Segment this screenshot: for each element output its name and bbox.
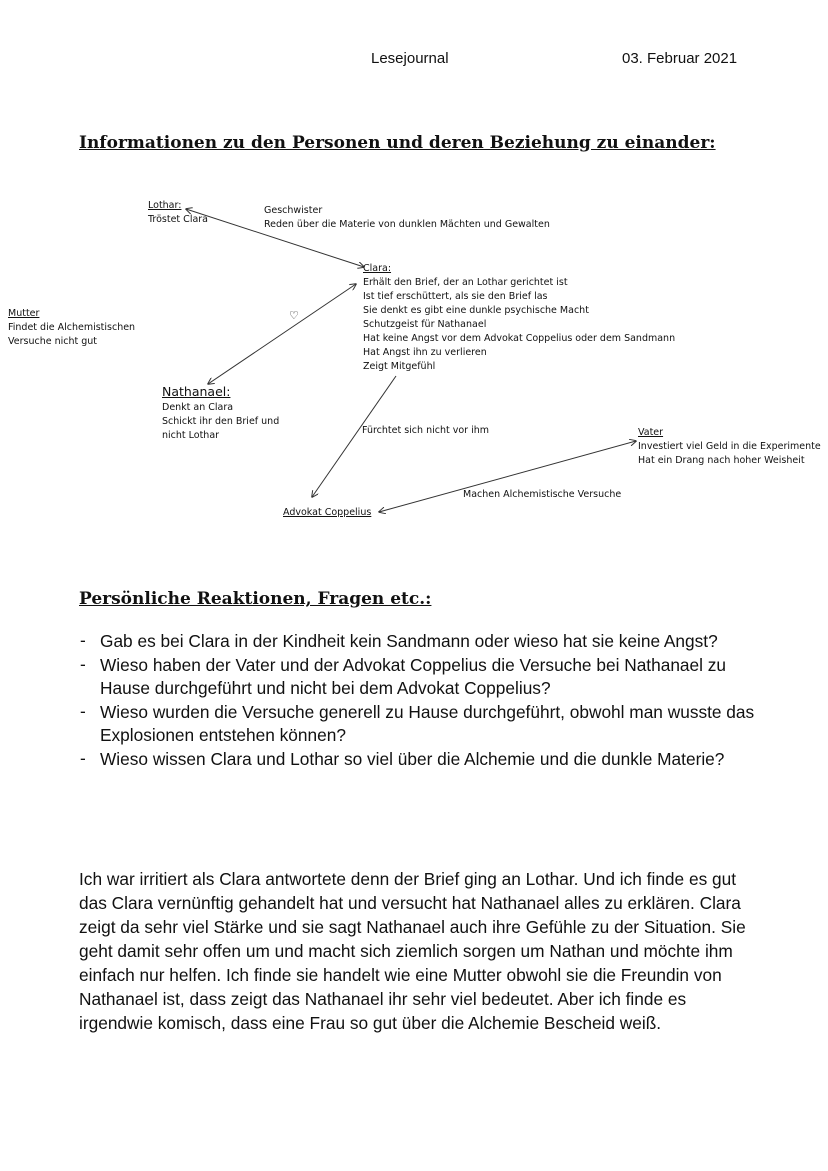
geschwister-desc: Reden über die Materie von dunklen Mächten und Gewalten <box>264 219 550 230</box>
clara-line: Zeigt Mitgefühl <box>363 361 436 372</box>
mutter-line: Versuche nicht gut <box>8 336 98 347</box>
journal-date: 03. Februar 2021 <box>622 50 738 67</box>
vater-line: Investiert viel Geld in die Experimente <box>638 441 821 452</box>
label-versuche: Machen Alchemistische Versuche <box>463 489 622 500</box>
reaction-paragraph: Ich war irritiert als Clara antwortete denn der Brief ging an Lothar. Und ich finde es gut das Clara vernünftig gehandelt hat und versucht hat Nathanael alles zu erklären. Clara zeigt da sehr viel Stärke und sie sagt Nathanael auch ihre Gefühle zu der Situation. Sie geht damit sehr offen um und macht sich ziemlich sorgen um Nathan und möchte ihm einfach nur helfen. Ich finde sie handelt wie eine Mutter obwohl sie die Freundin von Nathanael ist, dass zeigt das Nathanael ihr sehr viel bedeutet. Aber ich finde es irgendwie komisch, dass eine Frau so gut über die Alchemie Bescheid weiß. <box>79 869 746 1033</box>
clara-line: Schutzgeist für Nathanael <box>363 319 487 330</box>
question-text: Wieso haben der Vater und der Advokat Coppelius die Versuche bei Nathanael zu Hause durchgeführt und nicht bei dem Advokat Coppelius? <box>100 654 727 698</box>
clara-line: Erhält den Brief, der an Lothar gerichtet ist <box>363 277 568 288</box>
nathanael-name: Nathanael: <box>162 384 231 399</box>
heart-icon: ♡ <box>289 309 299 322</box>
node-clara <box>363 262 675 374</box>
list-bullet: - <box>80 747 86 768</box>
question-text: Wieso wurden die Versuche generell zu Hause durchgeführt, obwohl man wusste das Explosionen entstehen können? <box>100 701 755 745</box>
list-bullet: - <box>80 630 86 650</box>
vater-name: Vater <box>638 427 664 438</box>
nathanael-line: Schickt ihr den Brief und <box>162 416 280 427</box>
list-item <box>79 654 759 701</box>
section-heading-persons: Informationen zu den Personen und deren Beziehung zu einander: <box>79 133 716 153</box>
node-mutter <box>8 307 135 349</box>
list-item <box>79 748 759 772</box>
label-fuerchtet: Fürchtet sich nicht vor ihm <box>362 425 489 436</box>
clara-line: Sie denkt es gibt eine dunkle psychische Macht <box>363 305 589 316</box>
coppelius-name: Advokat Coppelius <box>283 507 372 518</box>
node-coppelius <box>283 506 371 520</box>
question-text: Gab es bei Clara in der Kindheit kein Sandmann oder wieso hat sie keine Angst? <box>100 631 718 651</box>
lothar-line: Tröstet Clara <box>148 214 209 225</box>
question-text: Wieso wissen Clara und Lothar so viel über die Alchemie und die dunkle Materie? <box>100 748 725 769</box>
node-nathanael <box>162 383 279 443</box>
clara-line: Hat keine Angst vor dem Advokat Coppelius oder dem Sandmann <box>363 333 676 344</box>
list-bullet: - <box>80 653 86 674</box>
nathanael-line: Denkt an Clara <box>162 402 234 413</box>
mutter-line: Findet die Alchemistischen <box>8 322 136 333</box>
lothar-name: Lothar: <box>148 200 182 211</box>
list-item <box>79 630 759 654</box>
clara-line: Hat Angst ihn zu verlieren <box>363 347 487 358</box>
nathanael-line: nicht Lothar <box>162 430 220 441</box>
clara-line: Ist tief erschüttert, als sie den Brief las <box>363 291 548 302</box>
label-geschwister <box>264 204 550 232</box>
arrow-clara-nathanael <box>208 284 356 384</box>
list-bullet: - <box>80 700 86 721</box>
node-lothar <box>148 199 208 227</box>
mutter-name: Mutter <box>8 308 40 319</box>
questions-list <box>79 630 759 771</box>
list-item <box>79 701 759 748</box>
vater-line: Hat ein Drang nach hoher Weisheit <box>638 455 805 466</box>
geschwister-label: Geschwister <box>264 205 323 216</box>
section-heading-reactions: Persönliche Reaktionen, Fragen etc.: <box>79 589 432 609</box>
journal-title: Lesejournal <box>371 50 449 67</box>
clara-name: Clara: <box>363 263 392 274</box>
node-vater <box>638 426 821 468</box>
